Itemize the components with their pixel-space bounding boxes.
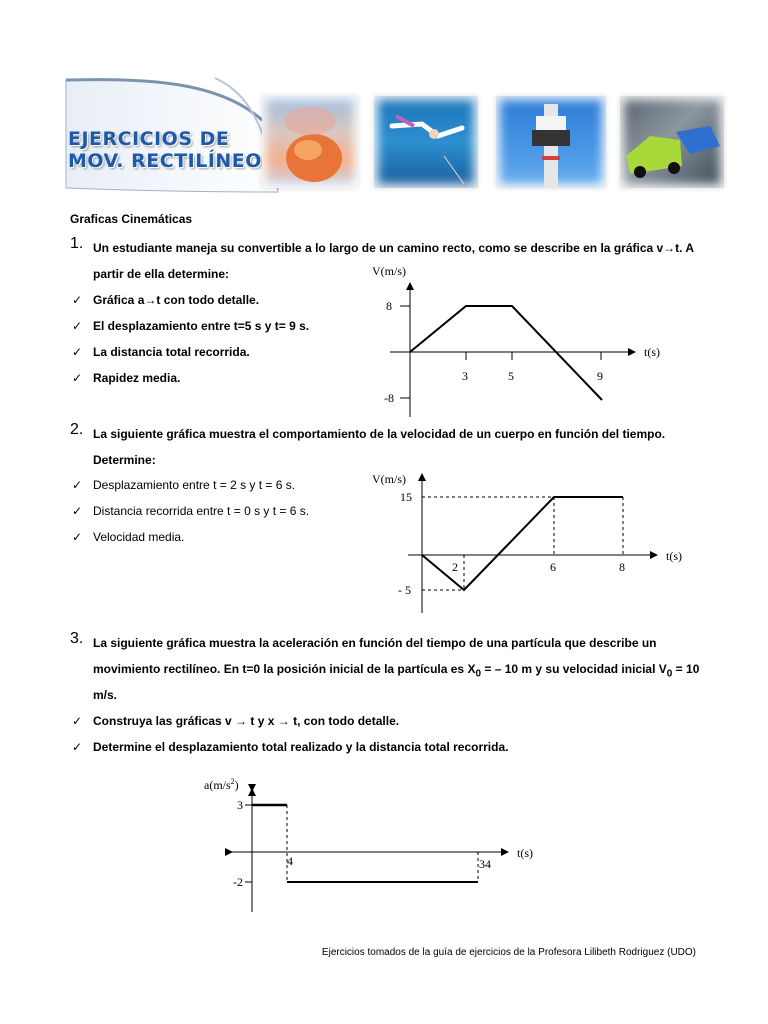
y-axis-label: V(m/s) <box>372 472 406 486</box>
check-icon: ✓ <box>72 714 83 728</box>
exercise1-number: 1. <box>70 235 84 252</box>
y-tick-label: -2 <box>233 875 243 889</box>
x-tick-label: 8 <box>619 560 625 574</box>
exercise2-line1: La siguiente gráfica muestra el comportamiento de la velocidad de un cuerpo en función del tiempo. <box>93 427 666 441</box>
check-icon: ✓ <box>72 530 83 544</box>
header-banner <box>0 0 768 205</box>
check-icon: ✓ <box>72 478 83 492</box>
exercise1-line2: partir de ella determine: <box>93 267 230 281</box>
exercise2-line2: Determine: <box>93 453 156 467</box>
x-tick-label: 2 <box>452 560 458 574</box>
graph-acceleration <box>195 772 555 917</box>
banner-title <box>68 128 268 172</box>
photo-tower <box>496 96 606 188</box>
exercise3-line2-mid: = – 10 m y su velocidad inicial V <box>481 662 667 676</box>
exercise3-line1: La siguiente gráfica muestra la aceleración en función del tiempo de una partícula que describe un <box>93 636 657 650</box>
x-axis-label: t(s) <box>666 549 682 563</box>
exercise3-line2 <box>93 662 699 681</box>
exercise2-item: Distancia recorrida entre t = 0 s y t = 6 s. <box>93 504 310 518</box>
y-axis-label: $a(m/s^2)$ <box>204 777 239 792</box>
check-icon: ✓ <box>72 740 83 754</box>
exercise1-item: La distancia total recorrida. <box>93 345 250 359</box>
exercise1-item: El desplazamiento entre t=5 s y t= 9 s. <box>93 319 310 333</box>
check-icon: ✓ <box>72 319 83 333</box>
exercise1-item: Rapidez media. <box>93 371 181 385</box>
graph-velocity-1 <box>360 262 660 422</box>
y-tick-label: 8 <box>386 299 392 313</box>
photo-cars <box>620 96 724 188</box>
y-tick-label: -8 <box>384 391 394 405</box>
x-tick-label: 34 <box>479 857 491 871</box>
subscript: 0 <box>666 668 673 680</box>
check-icon: ✓ <box>72 293 83 307</box>
exercise3-number: 3. <box>70 630 84 647</box>
exercise3-line2-suffix: = 10 <box>672 662 700 676</box>
subscript: 0 <box>475 668 482 680</box>
exercise3-line2-prefix: movimiento rectilíneo. En t=0 la posición inicial de la partícula es X <box>93 662 476 676</box>
exercise2-item: Velocidad media. <box>93 530 185 544</box>
x-tick-label: 6 <box>550 560 556 574</box>
photo-fruit <box>262 96 358 188</box>
y-tick-label: 15 <box>400 490 412 504</box>
banner-title-line1: EJERCICIOS DE <box>68 128 230 150</box>
y-tick-label: - 5 <box>398 583 411 597</box>
check-icon: ✓ <box>72 371 83 385</box>
velocity-line <box>422 497 623 590</box>
banner-title-line2: MOV. RECTILÍNEO <box>68 150 262 172</box>
exercise3-line3: m/s. <box>93 688 118 702</box>
exercise3-item: Determine el desplazamiento total realizado y la distancia total recorrida. <box>93 740 509 754</box>
x-axis-label: t(s) <box>644 345 660 359</box>
check-icon: ✓ <box>72 504 83 518</box>
exercise2-item: Desplazamiento entre t = 2 s y t = 6 s. <box>93 478 296 492</box>
graph-velocity-2 <box>360 465 690 615</box>
y-tick-label: 3 <box>237 798 243 812</box>
section-title: Graficas Cinemáticas <box>70 212 193 226</box>
y-axis-label: V(m/s) <box>372 264 406 278</box>
photo-bungee <box>374 96 478 188</box>
exercise3-item: Construya las gráficas v → t y x → t, con todo detalle. <box>93 714 400 728</box>
x-tick-label: 3 <box>462 369 468 383</box>
exercise1-line1: Un estudiante maneja su convertible a lo largo de un camino recto, como se describe en la gráfica v→t. A <box>93 241 695 255</box>
x-tick-label: 4 <box>287 854 293 868</box>
check-icon: ✓ <box>72 345 83 359</box>
footer-credit: Ejercicios tomados de la guía de ejercicios de la Profesora Lilibeth Rodriguez (UDO) <box>321 947 696 958</box>
velocity-line <box>410 306 602 400</box>
x-tick-label: 5 <box>508 369 514 383</box>
x-tick-label: 9 <box>597 369 603 383</box>
exercise2-number: 2. <box>70 421 84 438</box>
exercise1-item: Gráfica a→t con todo detalle. <box>93 293 260 307</box>
x-axis-label: t(s) <box>517 846 533 860</box>
